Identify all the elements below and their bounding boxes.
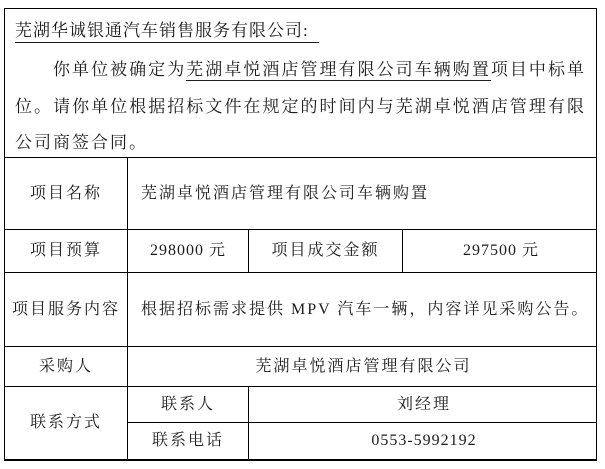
paragraph-text-after: 项目中标单位。请你单位根据招标文件在规定的时间内与芜湖卓悦酒店管理有限公司商签合同。 — [15, 60, 587, 152]
project-name-underlined: 芜湖卓悦酒店管理有限公司车辆购置 — [186, 60, 491, 79]
table-row-service-content — [5, 273, 598, 347]
service-content-value: 根据招标需求提供 MPV 汽车一辆，内容详见采购公告。 — [128, 273, 598, 347]
deal-amount-value: 297500 元 — [403, 230, 598, 273]
project-name-label: 项目名称 — [5, 158, 128, 230]
purchaser-label: 采购人 — [5, 347, 128, 387]
contact-method-label: 联系方式 — [5, 387, 128, 460]
addressee-line — [15, 16, 586, 46]
addressee-company: 芜湖华诚银通汽车销售服务有限公司: — [15, 21, 319, 43]
notification-paragraph — [15, 52, 586, 162]
budget-value: 298000 元 — [128, 230, 249, 273]
contact-person-label: 联系人 — [128, 387, 249, 423]
contact-person-value: 刘经理 — [249, 387, 598, 423]
document-page — [4, 8, 597, 461]
service-content-label: 项目服务内容 — [5, 273, 128, 347]
contact-phone-value: 0553-5992192 — [249, 423, 598, 460]
notification-letter — [5, 9, 596, 157]
table-row-contact-person — [5, 387, 598, 423]
deal-amount-label: 项目成交金额 — [249, 230, 403, 273]
budget-label: 项目预算 — [5, 230, 128, 273]
award-details-table — [4, 157, 597, 460]
paragraph-text-before: 你单位被确定为 — [53, 60, 187, 79]
project-name-value: 芜湖卓悦酒店管理有限公司车辆购置 — [128, 158, 598, 230]
purchaser-value: 芜湖卓悦酒店管理有限公司 — [128, 347, 598, 387]
table-row-budget — [5, 230, 598, 273]
table-row-project-name — [5, 158, 598, 230]
table-row-purchaser — [5, 347, 598, 387]
contact-phone-label: 联系电话 — [128, 423, 249, 460]
